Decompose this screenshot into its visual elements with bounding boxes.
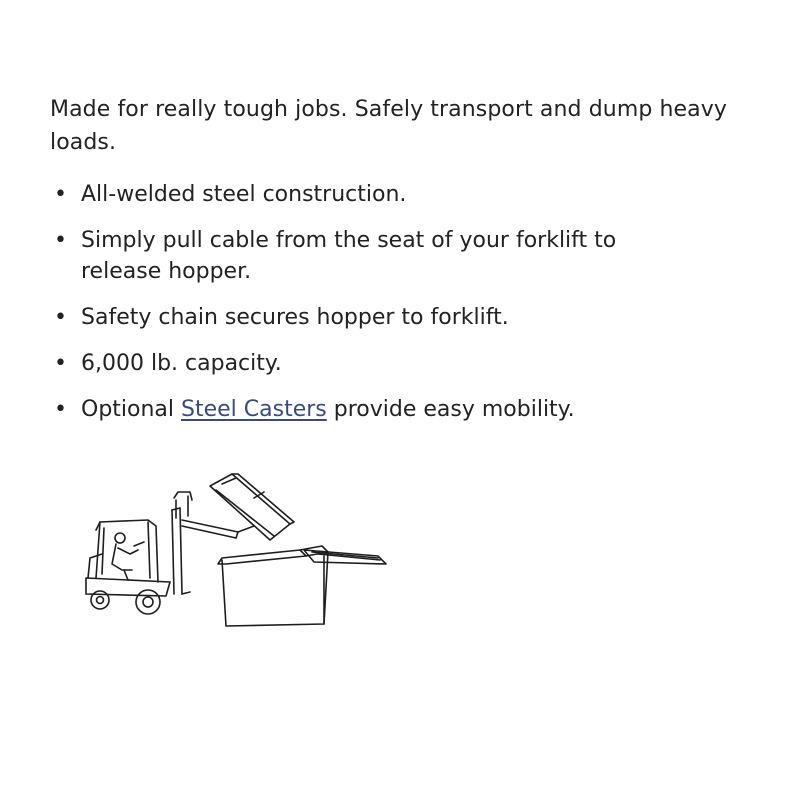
bullet-icon: • [54, 182, 67, 207]
feature-item-casters [50, 394, 701, 425]
intro-text: Made for really tough jobs. Safely transport and dump heavy loads. [50, 97, 728, 155]
feature-text-prefix: Optional [81, 397, 182, 422]
feature-item-capacity [50, 348, 701, 379]
steel-casters-link[interactable]: Steel Casters [181, 397, 327, 422]
feature-item-construction [50, 179, 701, 210]
feature-text: Simply pull cable from the seat of your forklift to release hopper. [81, 228, 617, 284]
feature-item-safety-chain [50, 302, 701, 333]
bullet-icon: • [54, 351, 67, 376]
product-description [50, 93, 750, 440]
bullet-icon: • [54, 228, 67, 253]
feature-list [50, 179, 750, 425]
bullet-icon: • [54, 397, 67, 422]
bullet-icon: • [54, 305, 67, 330]
feature-text-suffix: provide easy mobility. [326, 397, 575, 422]
feature-text: All-welded steel construction. [81, 182, 407, 207]
feature-text: 6,000 lb. capacity. [81, 351, 282, 376]
feature-item-cable-release [50, 225, 701, 287]
forklift-dumping-hopper-icon [78, 470, 390, 635]
feature-text: Safety chain secures hopper to forklift. [81, 305, 509, 330]
